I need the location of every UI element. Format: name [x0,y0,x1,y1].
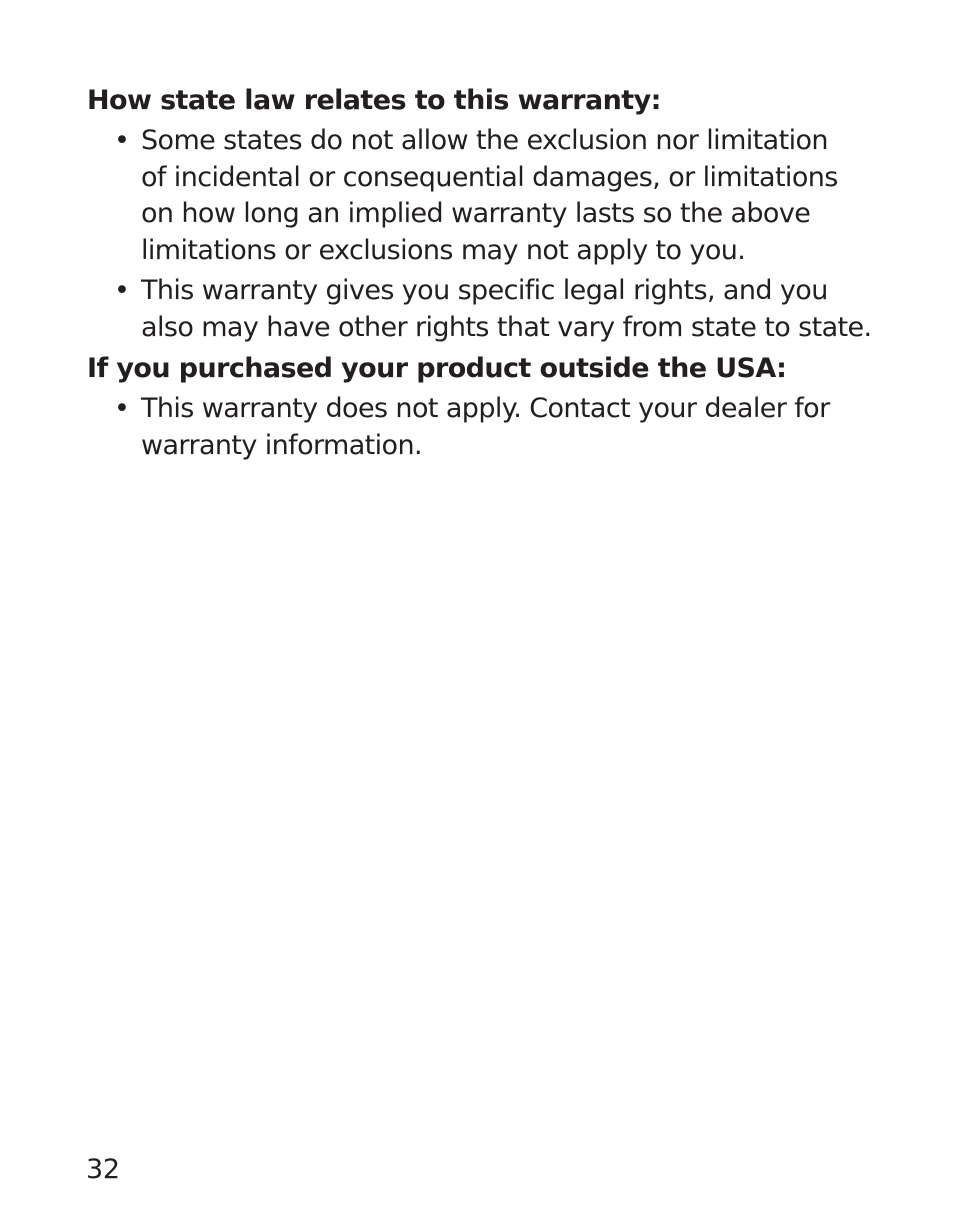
bullet-dot: • [114,275,130,306]
bullet-text: Some states do not allow the exclusion nor limitation of incidental or consequential damages, or limitations on how long an implied warranty lasts so the above limitations or exclusions may not apply to you. [141,125,838,266]
bullet-item [114,391,894,464]
section-heading-state-law: How state law relates to this warranty: [87,85,661,116]
bullet-item [114,273,894,346]
bullet-text: This warranty does not apply. Contact your dealer for warranty information. [141,393,830,461]
bullet-text: This warranty gives you specific legal rights, and you also may have other rights that vary from state to state. [141,275,872,343]
bullet-dot: • [114,125,130,156]
section-heading-outside-usa: If you purchased your product outside the USA: [87,353,787,384]
bullet-dot: • [114,393,130,424]
page-number: 32 [86,1154,120,1185]
bullet-item [114,123,894,269]
